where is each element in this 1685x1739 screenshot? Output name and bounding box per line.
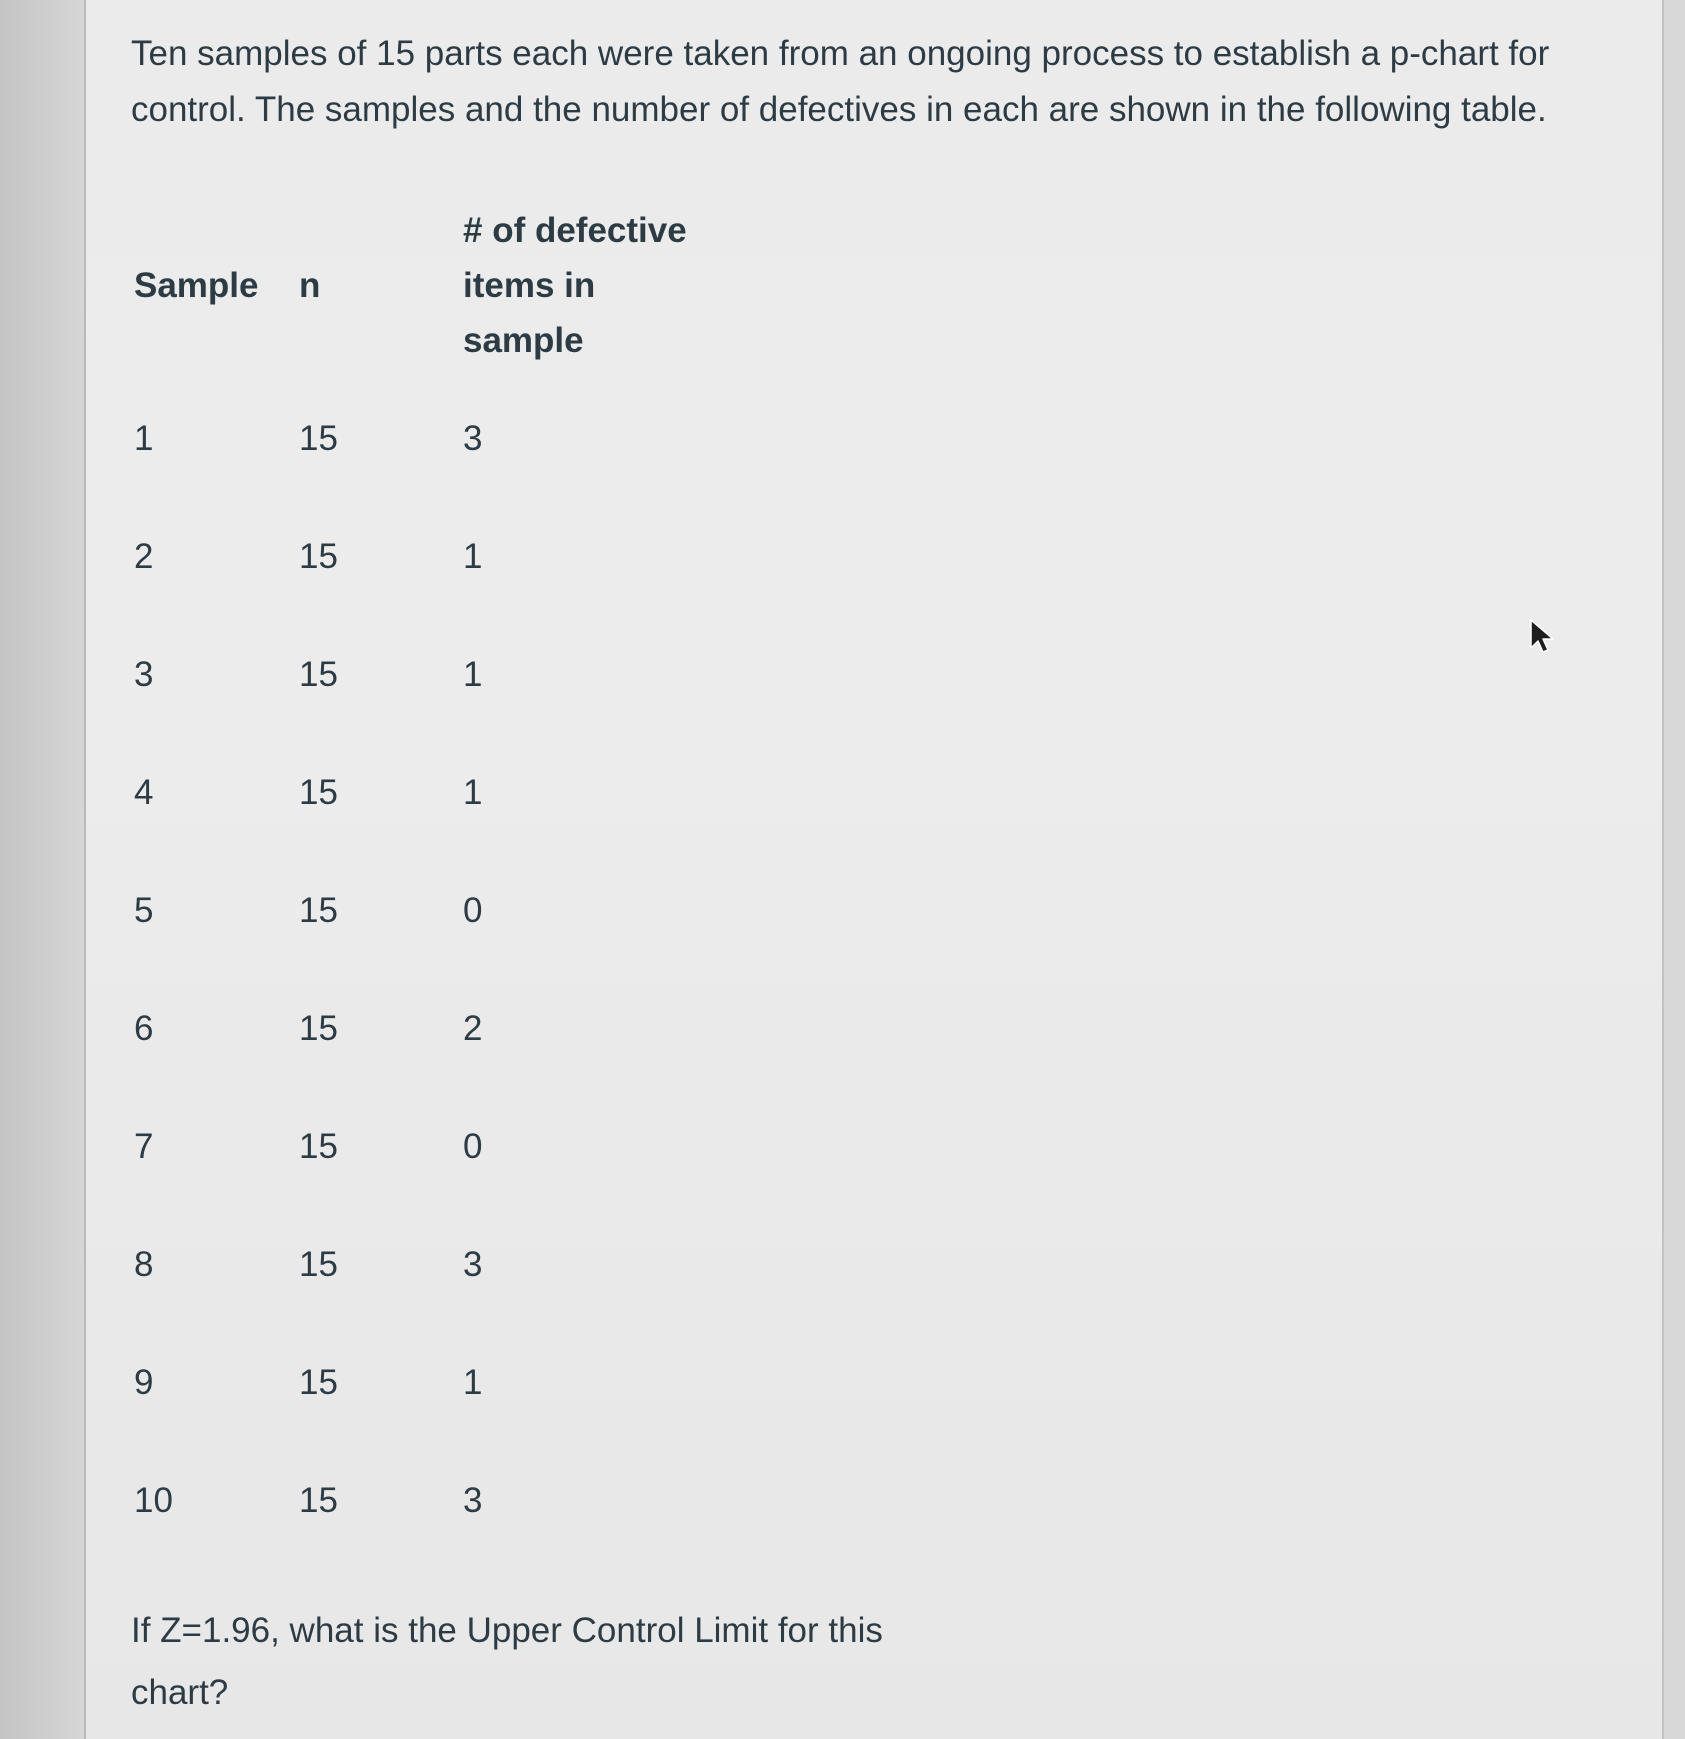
cell-defective: 3 xyxy=(463,1245,483,1284)
cell-defective: 0 xyxy=(463,1127,483,1166)
cell-defective: 3 xyxy=(463,1481,483,1520)
cell-defective: 1 xyxy=(463,1363,483,1402)
cell-n: 15 xyxy=(299,1009,338,1048)
header-defective-line1: # of defective xyxy=(463,210,687,250)
cell-n: 15 xyxy=(299,655,338,694)
cell-n: 15 xyxy=(299,1363,338,1402)
header-n: n xyxy=(299,265,321,305)
cell-sample: 8 xyxy=(134,1245,154,1284)
cell-defective: 1 xyxy=(463,655,483,694)
cell-sample: 9 xyxy=(134,1363,154,1402)
table-row xyxy=(128,498,783,616)
table-row xyxy=(128,1206,783,1324)
right-edge xyxy=(1662,0,1685,1739)
cell-defective: 2 xyxy=(463,1009,483,1048)
table-row xyxy=(128,380,783,498)
table-row xyxy=(128,734,783,852)
cell-defective: 1 xyxy=(463,773,483,812)
cell-n: 15 xyxy=(299,891,338,930)
cell-defective: 1 xyxy=(463,537,483,576)
question-prompt xyxy=(131,1600,991,1724)
cell-sample: 1 xyxy=(134,419,154,458)
table-row xyxy=(128,1324,783,1442)
cell-sample: 4 xyxy=(134,773,154,812)
defects-table xyxy=(128,190,783,1560)
table-row xyxy=(128,970,783,1088)
cell-n: 15 xyxy=(299,773,338,812)
header-defective-line2: items in xyxy=(463,265,596,305)
cell-sample: 2 xyxy=(134,537,154,576)
cell-n: 15 xyxy=(299,419,338,458)
header-defective xyxy=(451,190,783,380)
cell-n: 15 xyxy=(299,1481,338,1520)
cell-n: 15 xyxy=(299,537,338,576)
table-row xyxy=(128,852,783,970)
cell-defective: 3 xyxy=(463,419,483,458)
cell-defective: 0 xyxy=(463,891,483,930)
header-sample: Sample xyxy=(134,265,259,305)
table-row xyxy=(128,616,783,734)
cell-sample: 6 xyxy=(134,1009,154,1048)
left-margin xyxy=(0,0,86,1739)
question-intro-text: Ten samples of 15 parts each were taken from an ongoing process to establish a p-chart for control. The samples and the number of defectives in each are shown in the following table. xyxy=(131,34,1550,129)
header-defective-line3: sample xyxy=(463,320,584,360)
cell-sample: 7 xyxy=(134,1127,154,1166)
question-line2: chart? xyxy=(131,1673,229,1712)
table-row xyxy=(128,1442,783,1560)
mouse-pointer-icon xyxy=(1529,618,1559,654)
table-header-row xyxy=(128,190,783,380)
cell-n: 15 xyxy=(299,1245,338,1284)
table-row xyxy=(128,1088,783,1206)
cell-sample: 3 xyxy=(134,655,154,694)
cell-sample: 5 xyxy=(134,891,154,930)
cell-n: 15 xyxy=(299,1127,338,1166)
cell-sample: 10 xyxy=(134,1481,173,1520)
question-line1: If Z=1.96, what is the Upper Control Limit for this xyxy=(131,1611,883,1650)
